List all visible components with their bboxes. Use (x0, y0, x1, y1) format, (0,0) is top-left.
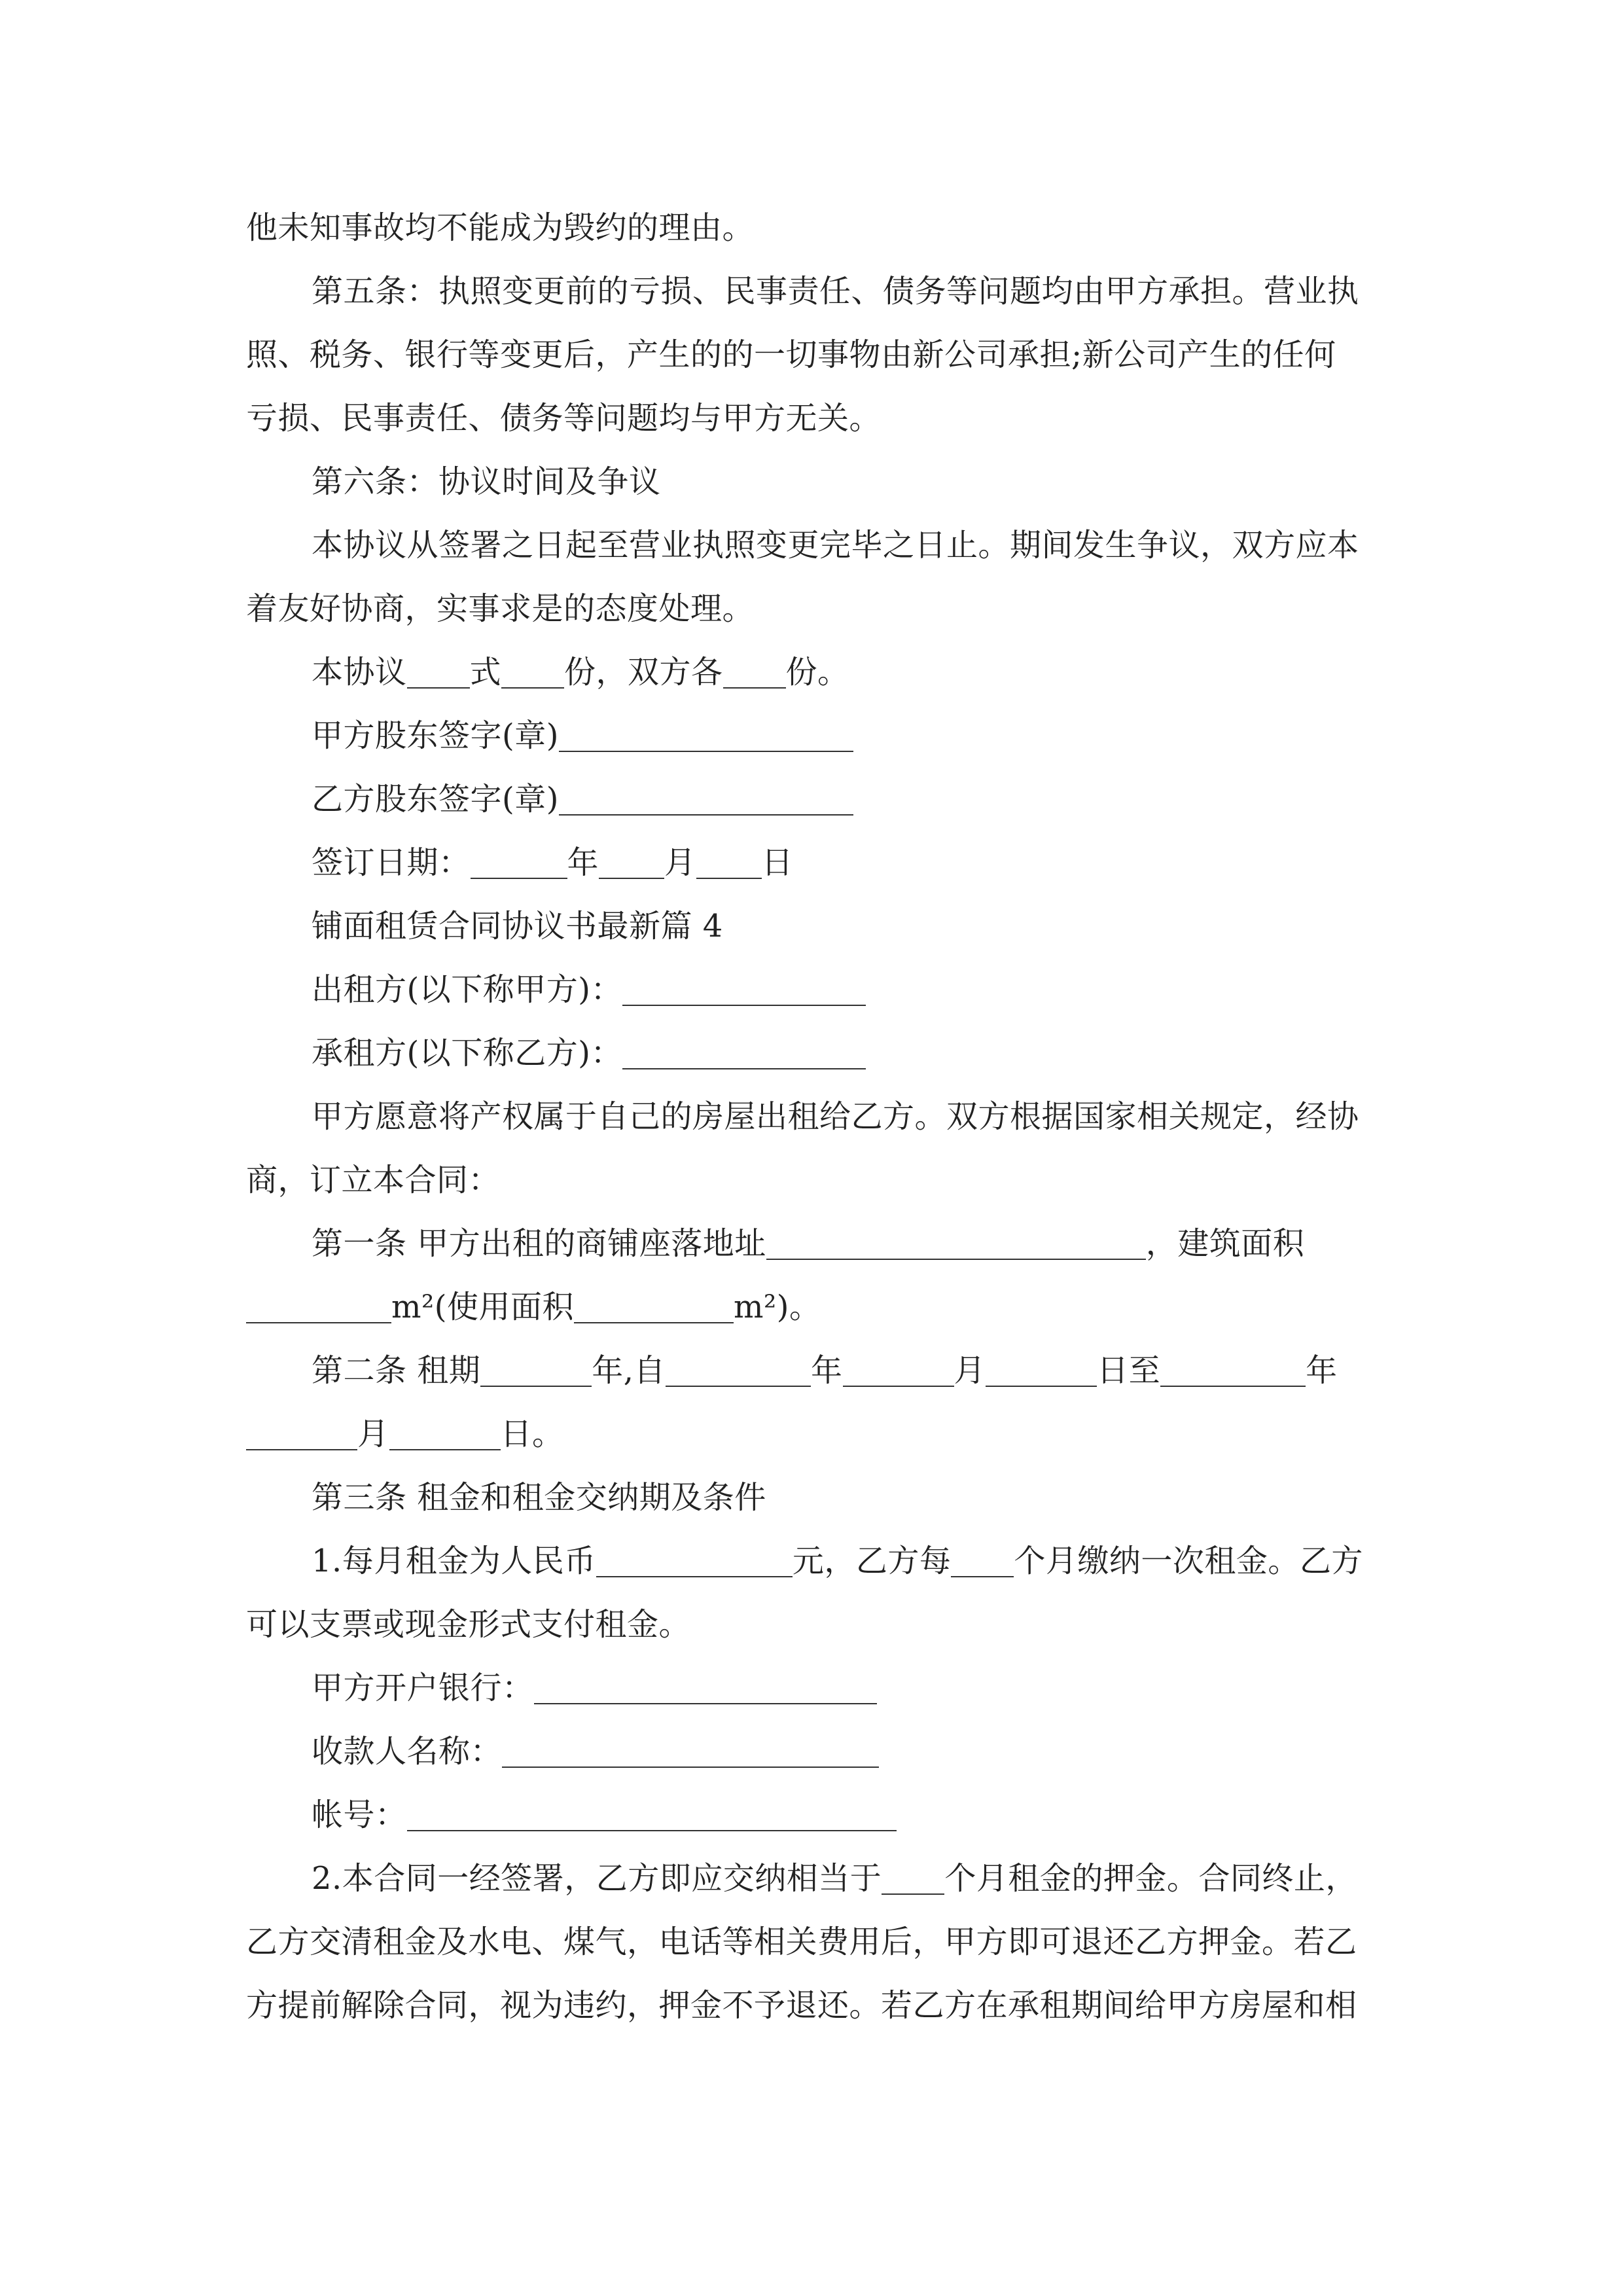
day-blank (696, 846, 762, 879)
start-day-blank (986, 1354, 1097, 1387)
year-blank (471, 846, 567, 879)
intro-line-1: 甲方愿意将产权属于自己的房屋出租给乙方。双方根据国家相关规定，经协 (312, 1098, 1359, 1135)
address-blank (766, 1227, 1146, 1260)
lease-years-blank (480, 1354, 592, 1387)
party-b-signature: 乙方股东签字(章) (246, 768, 1380, 831)
copies-line: 本协议 式 份，双方各 份。 (312, 654, 849, 691)
account-blank (407, 1799, 897, 1831)
section-title: 铺面租赁合同协议书最新篇 4 (312, 908, 723, 944)
article-6-line-2: 着友好协商，实事求是的态度处理。 (246, 590, 755, 627)
lessee-blank (622, 1037, 866, 1069)
party-a-signature-blank (559, 719, 853, 752)
article-6-line-1: 本协议从签署之日起至营业执照变更完毕之日止。期间发生争议，双方应本 (312, 527, 1359, 564)
deposit-line-1: 2.本合同一经签署，乙方即应交纳相当于 个月租金的押金。合同终止， (312, 1860, 1357, 1897)
article-1-line-2: m²(使用面积 m²)。 (246, 1276, 1380, 1339)
article-6-title: 第六条：协议时间及争议 (312, 463, 661, 500)
article-5-line-1: 第五条：执照变更前的亏损、民事责任、债务等问题均由甲方承担。营业执 (312, 273, 1359, 310)
intro-line-2: 商，订立本合同： (246, 1162, 501, 1198)
end-day-blank (389, 1418, 501, 1450)
article-5-line-2: 照、税务、银行等变更后，产生的的一切事物由新公司承担;新公司产生的任何 (246, 336, 1336, 373)
usable-area-blank (574, 1291, 734, 1323)
end-month-blank (246, 1418, 357, 1450)
bank-blank (534, 1672, 877, 1704)
building-area-blank (246, 1291, 391, 1323)
rent-line-2: 可以支票或现金形式支付租金。 (246, 1606, 691, 1643)
payment-interval-blank (951, 1545, 1014, 1577)
copies-each-blank (723, 656, 786, 689)
copies-total-blank (407, 656, 470, 689)
party-a-signature: 甲方股东签字(章) (246, 704, 1380, 768)
text-line: 他未知事故均不能成为毁约的理由。 (246, 209, 755, 246)
article-2-line-2: 月 日。 (246, 1403, 1380, 1466)
party-b-signature-blank (559, 783, 853, 816)
lessor-blank (622, 973, 866, 1006)
article-5-line-3: 亏损、民事责任、债务等问题均与甲方无关。 (246, 400, 882, 437)
deposit-line-3: 方提前解除合同，视为违约，押金不予退还。若乙方在承租期间给甲方房屋和相 (246, 1987, 1357, 2024)
payee-line: 收款人名称： (246, 1720, 1380, 1784)
rent-amount-blank (596, 1545, 793, 1577)
copies-count-blank (501, 656, 564, 689)
deposit-months-blank (882, 1862, 944, 1895)
article-1-line-1: 第一条 甲方出租的商铺座落地址 ，建筑面积 (312, 1225, 1305, 1262)
article-3-title: 第三条 租金和租金交纳期及条件 (312, 1479, 766, 1516)
account-line: 帐号： (246, 1784, 1380, 1847)
deposit-line-2: 乙方交清租金及水电、煤气，电话等相关费用后，甲方即可退还乙方押金。若乙 (246, 1924, 1357, 1960)
lessee-line: 承租方(以下称乙方)： (246, 1022, 1380, 1085)
payee-blank (502, 1735, 879, 1768)
start-year-blank (666, 1354, 811, 1387)
document-page (246, 196, 1380, 2037)
end-year-blank (1160, 1354, 1306, 1387)
bank-line: 甲方开户银行： (246, 1657, 1380, 1720)
article-2-line-1: 第二条 租期 年,自 年 月 日至 年 (312, 1352, 1338, 1389)
signing-date: 签订日期： 年 月 日 (312, 844, 794, 881)
start-month-blank (843, 1354, 954, 1387)
lessor-line: 出租方(以下称甲方)： (246, 958, 1380, 1022)
month-blank (599, 846, 664, 879)
rent-line-1: 1.每月租金为人民币 元，乙方每 个月缴纳一次租金。乙方 (312, 1543, 1363, 1579)
